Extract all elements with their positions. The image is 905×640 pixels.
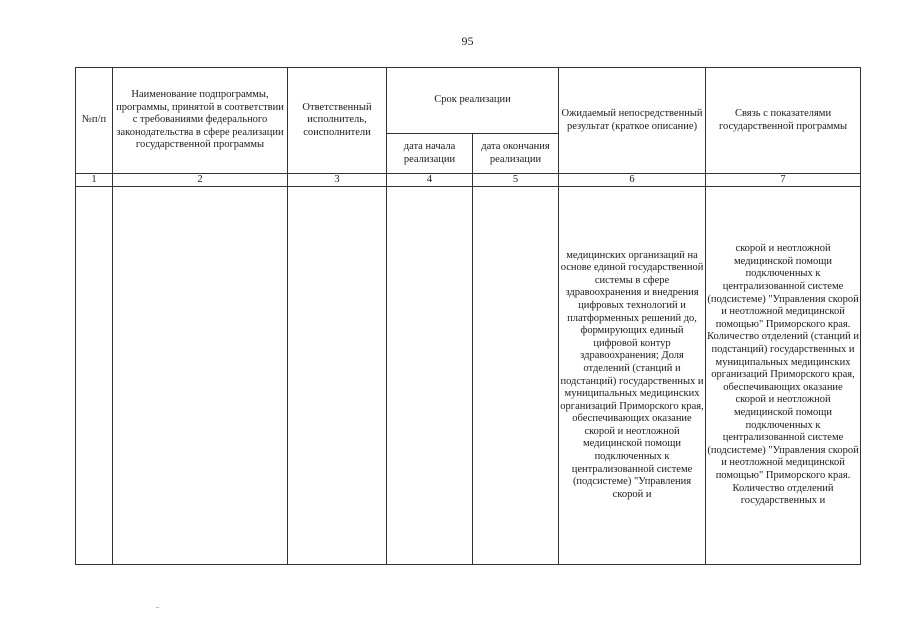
column-number: 5: [473, 174, 559, 187]
column-number: 4: [387, 174, 473, 187]
header-subprogram-name: Наименование подпрограммы, программы, принятой в соответствии с требованиями федерального законодательства в сфере реализации государственной программы: [113, 68, 288, 174]
column-number: 1: [76, 174, 113, 187]
cell-end-date: [473, 187, 559, 565]
cell-expected-result: медицинских организаций на основе единой государственной системы в сфере здравоохранения и внедрения цифровых технологий и платформенных решений до, формирующих единый цифровой контур здравоохранения; Доля отделений (станций и подстанций) государственных и муниципальных медицинских организаций Приморского края, обеспечивающих оказание скорой и неотложной медицинской помощи подключенных к централизованной системе (подсистеме) "Управления скорой и: [559, 187, 706, 565]
program-table: [75, 67, 861, 565]
header-number: №п/п: [76, 68, 113, 174]
column-number: 6: [559, 174, 706, 187]
cell-subprogram-name: [113, 187, 288, 565]
cell-number: [76, 187, 113, 565]
column-numbers-row: [76, 174, 861, 187]
page-number: 95: [461, 34, 474, 48]
table-row: [76, 187, 861, 565]
column-number: 7: [706, 174, 861, 187]
header-responsible: Ответственный исполнитель, соисполнители: [288, 68, 387, 174]
cell-responsible: [288, 187, 387, 565]
column-number: 3: [288, 174, 387, 187]
header-period: Срок реализации: [387, 68, 559, 134]
header-end-date: дата окончания реализации: [473, 134, 559, 174]
header-start-date: дата начала реализации: [387, 134, 473, 174]
cell-indicators-link: скорой и неотложной медицинской помощи подключенных к централизованной системе (подсистеме) "Управления скорой и неотложной медицинской помощью" Приморского края. Количество отделений (станций и подстанций) государственных и муниципальных медицинских организаций Приморского края, обеспечивающих оказание скорой и неотложной медицинской помощи подключенных к централизованной системе (подсистеме) "Управления скорой и неотложной медицинской помощью" Приморского края. Количество отделений государственных и: [706, 187, 861, 565]
cell-start-date: [387, 187, 473, 565]
scan-artifact: [156, 607, 159, 608]
header-expected-result: Ожидаемый непосредственный результат (краткое описание): [559, 68, 706, 174]
column-number: 2: [113, 174, 288, 187]
header-indicators-link: Связь с показателями государственной программы: [706, 68, 861, 174]
